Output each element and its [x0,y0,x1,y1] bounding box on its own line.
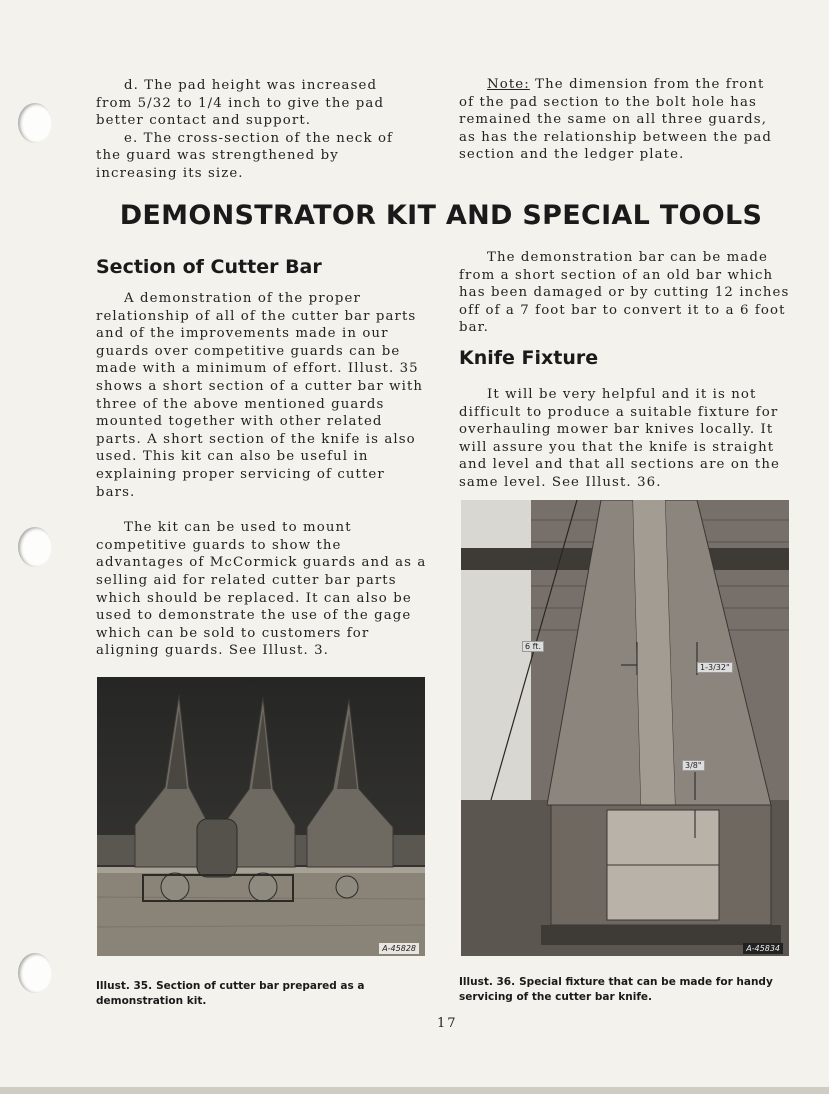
cutter-bar-text [96,290,428,660]
cutter-bar-paragraph-1: A demonstration of the proper relationship of all of the cutter bar parts and of the improvements made in our guards over competitive guards can be made with a minimum of effort. Illust. 35 shows a short section of a cutter bar with three of the above mentioned guards mounted together with other related parts. A short section of the knife is also used. This kit can also be useful in explaining proper servicing of cutter bars. [96,291,424,500]
dimension-label-6ft: 6 ft. [522,641,544,652]
knife-fixture-text [459,386,791,492]
illustration-35-caption [96,979,386,1009]
page-bottom-edge [0,1087,829,1094]
section-cutter-bar-heading: Section of Cutter Bar [96,256,322,278]
main-heading: DEMONSTRATOR KIT AND SPECIAL TOOLS [119,200,763,231]
cutter-bar-paragraph-2: The kit can be used to mount competitive guards to show the advantages of McCormick guards and as a selling aid for related cutter bar parts which should be replaced. It can also be used to demonstrate the use of the gage which can be sold to customers for aligning guards. See Illust. 3. [96,520,427,659]
demo-bar-text [459,249,791,337]
plate-number-35: A-45828 [379,943,419,954]
knife-fixture-paragraph: It will be very helpful and it is not difficult to produce a suitable fixture for overhauling mower bar knives locally. It will assure you that the knife is straight and level and that all sections are on the same level. See Illust. 36. [459,387,781,490]
caption-35-text: Section of cutter bar prepared as a demonstration kit. [96,980,365,1007]
knife-fixture-heading: Knife Fixture [459,347,599,369]
dimension-label-width: 1-3/32" [697,662,733,673]
dimension-label-thickness: 3/8" [682,760,705,771]
top-left-column [96,77,416,183]
illustration-36-photo [461,500,789,956]
illustration-36-caption [459,975,789,1005]
binder-hole-bottom [18,953,52,993]
page-number: 17 [437,1016,458,1031]
caption-36-number: Illust. 36. [459,976,516,988]
demo-bar-paragraph: The demonstration bar can be made from a short section of an old bar which has been damaged or by cutting 12 inches off of a 7 foot bar to convert it to a 6 foot bar. [459,250,790,336]
note-label: Note: [487,77,530,92]
top-right-note [459,76,779,164]
caption-36-text: Special fixture that can be made for handy servicing of the cutter bar knife. [459,976,773,1003]
paragraph-d: d. The pad height was increased from 5/32 to 1/4 inch to give the pad better contact and support. [96,78,385,129]
illustration-35-photo [97,677,425,956]
plate-number-36: A-45834 [743,943,783,954]
note-text: The dimension from the front of the pad section to the bolt hole has remained the same on all three guards, as has the relationship between the pad section and the ledger plate. [459,77,772,163]
caption-35-number: Illust. 35. [96,980,153,992]
binder-hole-middle [18,527,52,567]
paragraph-e: e. The cross-section of the neck of the guard was strengthened by increasing its size. [96,130,394,181]
binder-hole-top [18,103,52,143]
